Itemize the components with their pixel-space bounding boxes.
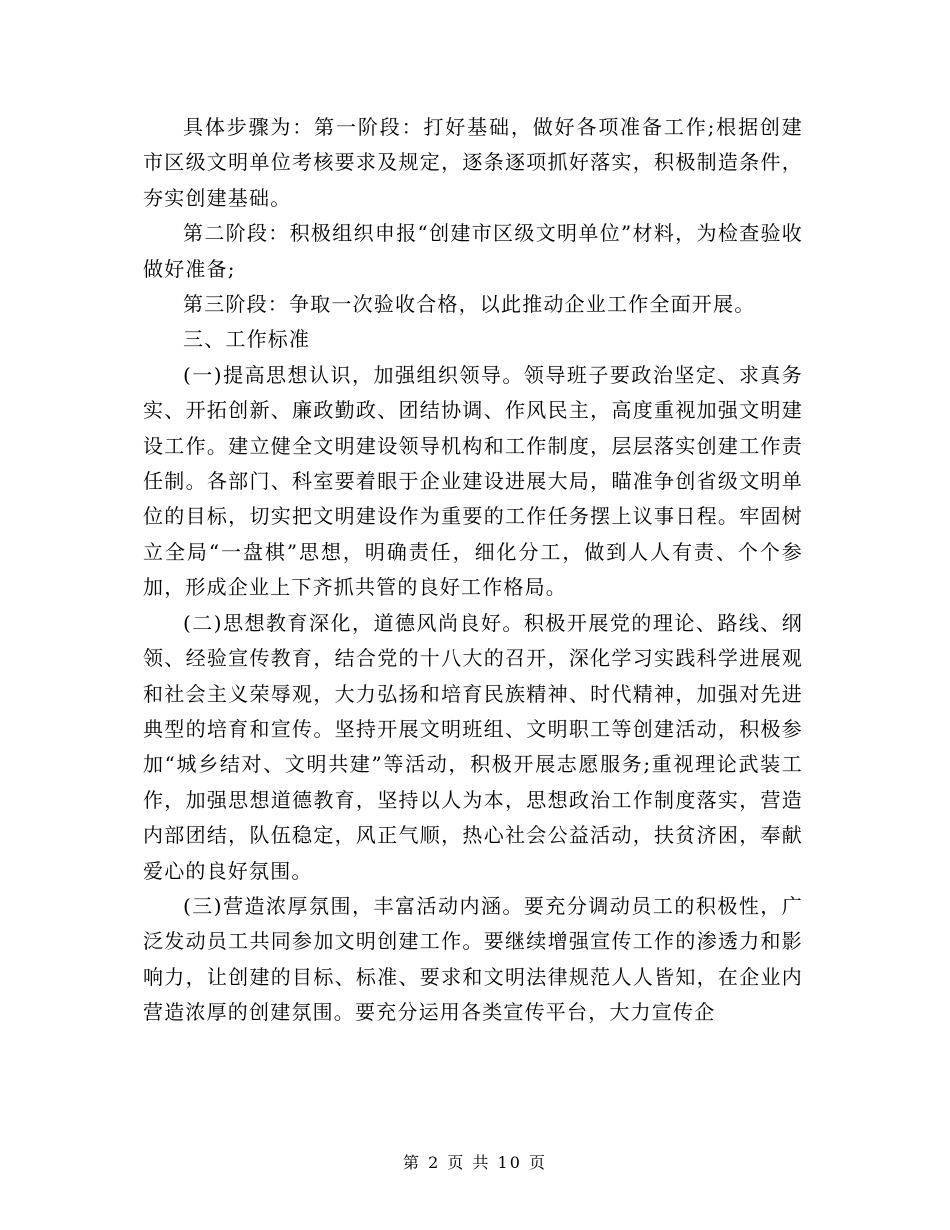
paragraph-stage-two: 第二阶段：积极组织申报“创建市区级文明单位”材料，为检查验收做好准备; [143, 221, 803, 281]
section-heading: 三、工作标准 [183, 327, 311, 352]
standard-item-1: (一)提高思想认识，加强组织领导。领导班子要政治坚定、求真务实、开拓创新、廉政勤政、团结协调、作风民主，高度重视加强文明建设工作。建立健全文明建设领导机构和工作制度，层层落实创建工作责任制。各部门、科室要着眼于企业建设进展大局，瞄准争创省级文明单位的目标，切实把文明建设作为重要的工作任务摆上议事日程。牢固树立全局“一盘棋”思想，明确责任，细化分工，做到人人有责、个个参加，形成企业上下齐抓共管的良好工作格局。 [143, 362, 803, 600]
paragraph-stage-three: 第三阶段：争取一次验收合格，以此推动企业工作全面开展。 [183, 292, 756, 317]
document-body [143, 110, 803, 1031]
page-footer: 第 2 页 共 10 页 [403, 1153, 547, 1172]
standard-item-3: (三)营造浓厚氛围，丰富活动内涵。要充分调动员工的积极性，广泛发动员工共同参加文明创建工作。要继续增强宣传工作的渗透力和影响力，让创建的目标、标准、要求和文明法律规范人人皆知，在企业内营造浓厚的创建氛围。要充分运用各类宣传平台，大力宣传企 [143, 893, 803, 1025]
standard-item-2: (二)思想教育深化，道德风尚良好。积极开展党的理论、路线、纲领、经验宣传教育，结合党的十八大的召开，深化学习实践科学进展观和社会主义荣辱观，大力弘扬和培育民族精神、时代精神，加强对先进典型的培育和宣传。坚持开展文明班组、文明职工等创建活动，积极参加“城乡结对、文明共建”等活动，积极开展志愿服务;重视理论武装工作，加强思想道德教育，坚持以人为本，思想政治工作制度落实，营造内部团结，队伍稳定，风正气顺，热心社会公益活动，扶贫济困，奉献爱心的良好氛围。 [143, 610, 803, 883]
paragraph-steps: 具体步骤为：第一阶段：打好基础，做好各项准备工作;根据创建市区级文明单位考核要求及规定，逐条逐项抓好落实，积极制造条件，夯实创建基础。 [143, 115, 803, 210]
